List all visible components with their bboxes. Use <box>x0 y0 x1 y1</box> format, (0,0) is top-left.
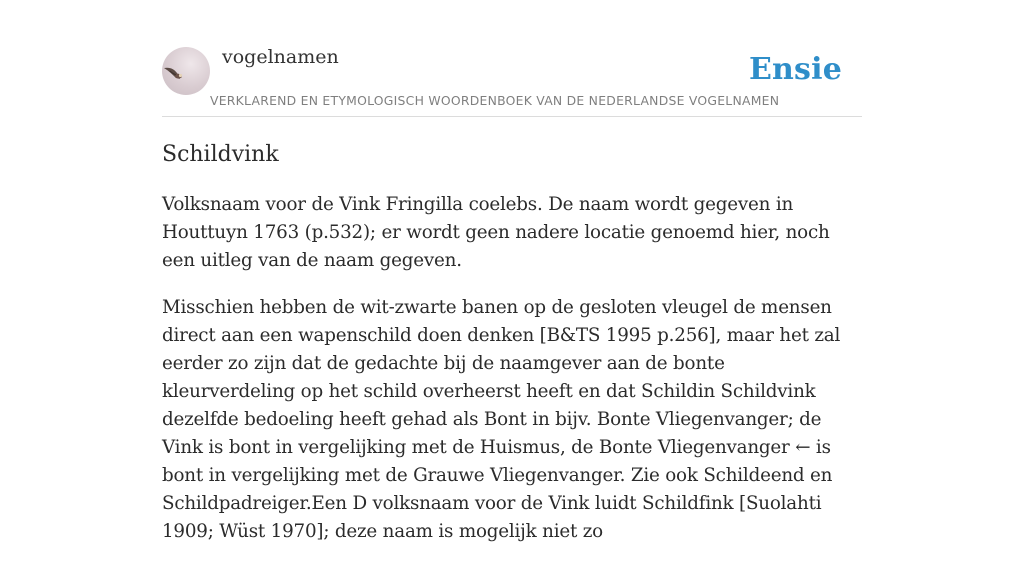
page-title: Schildvink <box>162 142 279 167</box>
site-name[interactable]: vogelnamen <box>222 46 339 68</box>
article-paragraph: Volksnaam voor de Vink Fringilla coelebs. De naam wordt gegeven in Houttuyn 1763 (p.532); er wordt geen nadere locatie genoemd hier, noch een uitleg van de naam gegeven. <box>162 194 830 271</box>
site-header <box>162 40 862 117</box>
site-tagline: VERKLAREND EN ETYMOLOGISCH WOORDENBOEK VAN DE NEDERLANDSE VOGELNAMEN <box>210 93 780 108</box>
article <box>162 138 862 565</box>
article-paragraph: Misschien hebben de wit-zwarte banen op de gesloten vleugel de mensen direct aan een wapenschild doen denken [B&TS 1995 p.256], maar het zal eerder zo zijn dat de gedachte bij de naamgever aan de bonte kleurverdeling op het schild overheerst heeft en dat Schildin Schildvink dezelfde bedoeling heeft gehad als Bont in bijv. Bonte Vliegenvanger; de Vink is bont in vergelijking met de Huismus, de Bonte Vliegenvanger ← is bont in vergelijking met de Grauwe Vliegenvanger. Zie ook Schildeend en Schildpadreiger.Een D volksnaam voor de Vink luidt Schildfink [Suolahti 1909; Wüst 1970]; deze naam is mogelijk niet zo <box>162 297 841 542</box>
avatar[interactable] <box>162 47 210 95</box>
brand-logo[interactable]: Ensie <box>748 52 842 87</box>
bird-photo-icon <box>162 47 210 95</box>
